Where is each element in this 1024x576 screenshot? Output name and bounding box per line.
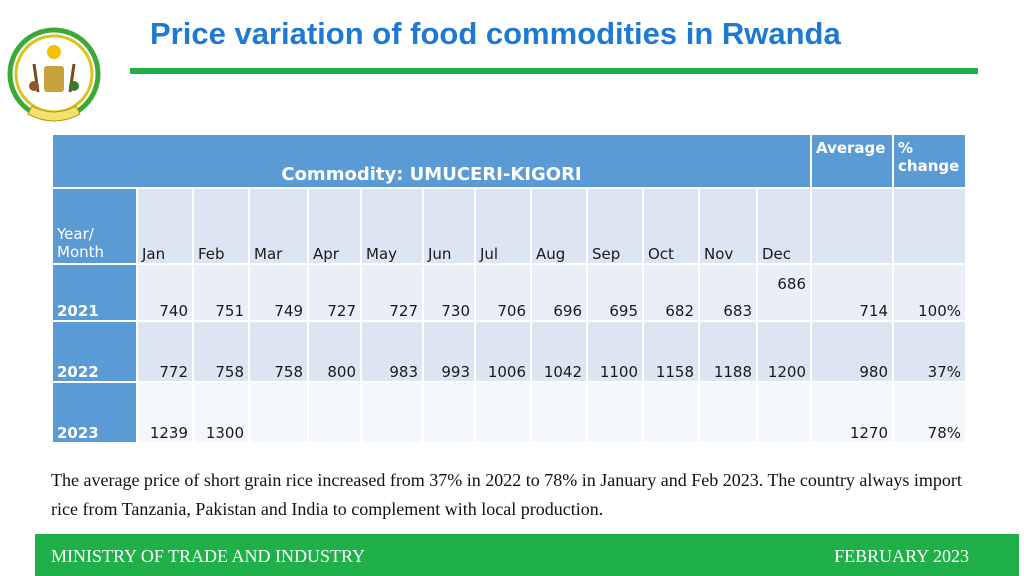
month-header: Jul: [476, 189, 530, 263]
price-cell: 993: [424, 322, 474, 381]
price-cell: 1006: [476, 322, 530, 381]
price-cell: 683: [700, 265, 756, 320]
month-header: Jan: [138, 189, 192, 263]
footer-date: FEBRUARY 2023: [834, 546, 969, 566]
year-month-line2: Month: [57, 243, 105, 261]
price-cell: [250, 383, 307, 442]
average-empty-cell: [812, 189, 892, 263]
page-title: Price variation of food commodities in Rwanda: [150, 16, 841, 51]
month-header: May: [362, 189, 422, 263]
month-header: Oct: [644, 189, 698, 263]
price-cell: 758: [250, 322, 307, 381]
commodity-header: Commodity: UMUCERI-KIGORI: [53, 135, 810, 187]
pct-change-cell: 100%: [894, 265, 965, 320]
price-cell: 1042: [532, 322, 586, 381]
footer-ministry: MINISTRY OF TRADE AND INDUSTRY: [51, 546, 366, 566]
price-cell: 751: [194, 265, 248, 320]
pct-change-cell: 37%: [894, 322, 965, 381]
price-table: [51, 133, 967, 444]
price-cell: [476, 383, 530, 442]
pct-header-line1: %: [898, 139, 914, 157]
year-month-header: [53, 189, 136, 263]
average-header: Average: [812, 135, 892, 187]
year-label: 2021: [53, 265, 136, 320]
pct-header-line2: change: [898, 157, 960, 175]
month-header: Apr: [309, 189, 360, 263]
month-header: Aug: [532, 189, 586, 263]
price-cell: 800: [309, 322, 360, 381]
month-header: Nov: [700, 189, 756, 263]
price-cell: 695: [588, 265, 642, 320]
rwanda-coat-of-arms-logo: [4, 26, 104, 132]
price-cell: 1100: [588, 322, 642, 381]
price-cell: 1158: [644, 322, 698, 381]
price-cell: 1200: [758, 322, 810, 381]
price-cell: 1239: [138, 383, 192, 442]
price-value: 686: [777, 275, 806, 293]
price-cell: 727: [362, 265, 422, 320]
year-month-line1: Year/: [57, 225, 94, 243]
average-cell: 980: [812, 322, 892, 381]
price-cell: 682: [644, 265, 698, 320]
price-cell: [309, 383, 360, 442]
price-cell-dec: [758, 265, 810, 320]
price-cell: [532, 383, 586, 442]
price-cell: 730: [424, 265, 474, 320]
month-header: Dec: [758, 189, 810, 263]
price-cell: [644, 383, 698, 442]
price-cell: [588, 383, 642, 442]
price-cell: 740: [138, 265, 192, 320]
price-cell: [424, 383, 474, 442]
price-cell: 749: [250, 265, 307, 320]
price-cell: 727: [309, 265, 360, 320]
year-label: 2023: [53, 383, 136, 442]
summary-caption: The average price of short grain rice increased from 37% in 2022 to 78% in January and Feb 2023. The country always import rice from Tanzania, Pakistan and India to complement with local production.: [51, 470, 962, 519]
price-cell: 758: [194, 322, 248, 381]
pct-empty-cell: [894, 189, 965, 263]
price-cell: [362, 383, 422, 442]
average-cell: 1270: [812, 383, 892, 442]
month-header: Jun: [424, 189, 474, 263]
pct-change-cell: 78%: [894, 383, 965, 442]
title-underline: [130, 68, 978, 74]
price-cell: [758, 383, 810, 442]
price-cell: 696: [532, 265, 586, 320]
year-label: 2022: [53, 322, 136, 381]
price-cell: [700, 383, 756, 442]
price-cell: 1300: [194, 383, 248, 442]
footer-bar: [35, 534, 1019, 576]
pct-change-header: [894, 135, 965, 187]
month-header: Mar: [250, 189, 307, 263]
month-header: Feb: [194, 189, 248, 263]
price-cell: 706: [476, 265, 530, 320]
month-header: Sep: [588, 189, 642, 263]
price-cell: 772: [138, 322, 192, 381]
average-cell: 714: [812, 265, 892, 320]
price-cell: 983: [362, 322, 422, 381]
price-cell: 1188: [700, 322, 756, 381]
